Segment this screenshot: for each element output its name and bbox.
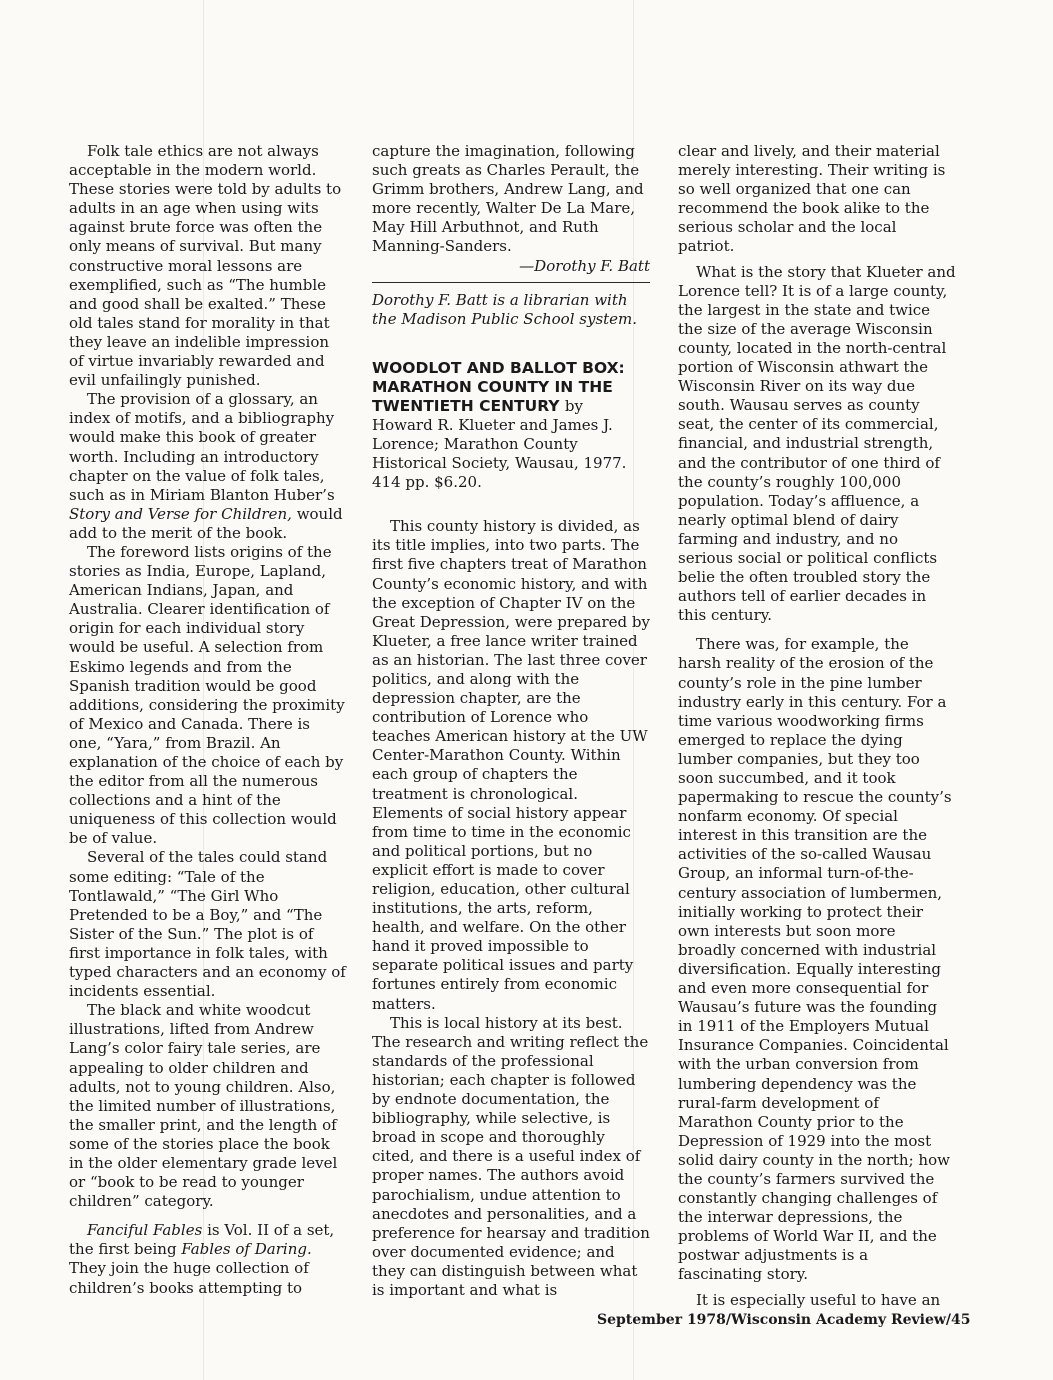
paragraph: The black and white woodcut illustrations, lifted from Andrew Lang’s color fairy tale series, are appealing to older children and adults, not to young children. Also, the limited number of illustrations, the smaller print, and the length of some of the stories place the book in the older elementary grade level or “book to be read to younger children” category.	[69, 1001, 338, 1211]
paragraph	[69, 1221, 347, 1297]
paragraph: There was, for example, the harsh reality of the erosion of the county’s role in the pine lumber industry early in this century. For a time various woodworking firms emerged to replace the dying lumber companies, but they too soon succumbed, and it took papermaking to rescue the county’s nonfarm economy. Of special interest in this transition are the activities of the so-called Wausau Group, an informal turn-of-the-century association of lumbermen, initially working to protect their own interests but soon more broadly concerned with industrial diversification. Equally interesting and even more consequential for Wausau’s future was the founding in 1911 of the Employers Mutual Insurance Companies. Coincidental with the urban conversion from lumbering dependency was the rural-farm development of Marathon County prior to the Depression of 1929 into the most solid dairy county in the north; how the county’s farmers survived the constantly changing challenges of the interwar depressions, the problems of World War II, and the postwar adjustments is a fascinating story.	[678, 635, 952, 1284]
reviewer-bio: Dorothy F. Batt is a librarian with the Madison Public School system.	[372, 290, 638, 328]
review-publication-info: Howard R. Klueter and James J. Lorence; Marathon County Historical Society, Wausau, 1977. 414 pp. $6.20.	[372, 415, 627, 492]
paragraph	[69, 390, 347, 543]
paragraph-text: They join the huge collection of children’s books attempting to	[69, 1259, 309, 1297]
column-3	[678, 142, 956, 1310]
paragraph-text: would add to the merit of the book.	[69, 504, 343, 542]
review-title: WOODLOT AND BALLOT BOX: MARATHON COUNTY IN THE TWENTIETH CENTURY	[372, 358, 625, 415]
paragraph: The foreword lists origins of the stories as India, Europe, Lapland, American Indians, Japan, and Australia. Clearer identification of origin for each individual story would be useful. A selection from Eskimo legends and from the Spanish tradition would be good additions, considering the proximity of Mexico and Canada. There is one, “Yara,” from Brazil. An explanation of the choice of each by the editor from all the numerous collections and a hint of the uniqueness of this collection would be of value.	[69, 542, 345, 848]
paragraph: What is the story that Klueter and Lorence tell? It is of a large county, the largest in the state and twice the size of the average Wisconsin county, located in the north-central portion of Wisconsin athwart the Wisconsin River on its way due south. Wausau serves as county seat, the center of its commercial, financial, and industrial strength, and the contributor of one third of the county’s roughly 100,000 population. Today’s affluence, a nearly optimal blend of dairy farming and industry, and no serious social or political conflicts belie the often troubled story the authors tell of earlier decades in this century.	[678, 262, 956, 625]
reviewer-signature	[372, 257, 650, 276]
book-title: Fanciful Fables	[87, 1221, 203, 1240]
paragraph: capture the imagination, following such greats as Charles Perault, the Grimm brothers, Andrew Lang, and more recently, Walter De La Mare, May Hill Arbuthnot, and Ruth Manning-Sanders.	[372, 142, 644, 256]
paragraph-text: is Vol. II of a set, the first being	[69, 1221, 335, 1259]
book-title: Story and Verse for Children,	[69, 504, 292, 523]
paragraph: It is especially useful to have an	[696, 1290, 941, 1309]
review-heading	[372, 359, 650, 416]
divider-rule	[372, 282, 650, 283]
paragraph: Folk tale ethics are not always acceptable in the modern world. These stories were told by adults to adults in an age when using wits against brute force was often the only means of survival. But many constructive moral lessons are exemplified, such as “The humble and good shall be exalted.” These old tales stand for morality in that they leave an indelible impression of virtue invariably rewarded and evil unfailingly punished.	[69, 142, 342, 390]
column-1	[69, 142, 347, 1298]
page-footer: September 1978/Wisconsin Academy Review/45	[597, 1312, 971, 1328]
paragraph: clear and lively, and their material merely interesting. Their writing is so well organized that one can recommend the book alike to the serious scholar and the local patriot.	[678, 142, 946, 256]
book-title: Fables of Daring.	[181, 1240, 312, 1259]
column-2	[372, 142, 650, 1300]
paragraph: This county history is divided, as its title implies, into two parts. The first five chapters treat of Marathon County’s economic history, and with the exception of Chapter IV on the Great Depression, were prepared by Klueter, a free lance writer trained as an historian. The last three cover politics, and along with the depression chapter, are the contribution of Lorence who teaches American history at the UW Center-Marathon County. Within each group of chapters the treatment is chronological. Elements of social history appear from time to time in the economic and political portions, but no explicit effort is made to cover religion, education, other cultural institutions, the arts, reform, health, and welfare. On the other hand it proved impossible to separate political issues and party fortunes entirely from economic matters.	[372, 517, 650, 1013]
paragraph: Several of the tales could stand some editing: “Tale of the Tontlawald,” “The Girl Who Pretended to be a Boy,” and “The Sister of the Sun.” The plot is of first importance in folk tales, with typed characters and an economy of incidents essential.	[69, 848, 346, 1001]
paragraph-text: The provision of a glossary, an index of motifs, and a bibliography would make this book of greater worth. Including an introductory chapter on the value of folk tales, such as in Miriam Blanton Huber’s	[69, 390, 335, 504]
review-by: by	[564, 396, 583, 415]
reviewer-name: —Dorothy F. Batt	[519, 256, 650, 275]
paragraph: This is local history at its best. The research and writing reflect the standards of the professional historian; each chapter is followed by endnote documentation, the bibliography, while selective, is broad in scope and thoroughly cited, and there is a useful index of proper names. The authors avoid parochialism, undue attention to anecdotes and personalities, and a preference for hearsay and tradition over documented evidence; and they can distinguish between what is important and what is	[372, 1013, 650, 1299]
